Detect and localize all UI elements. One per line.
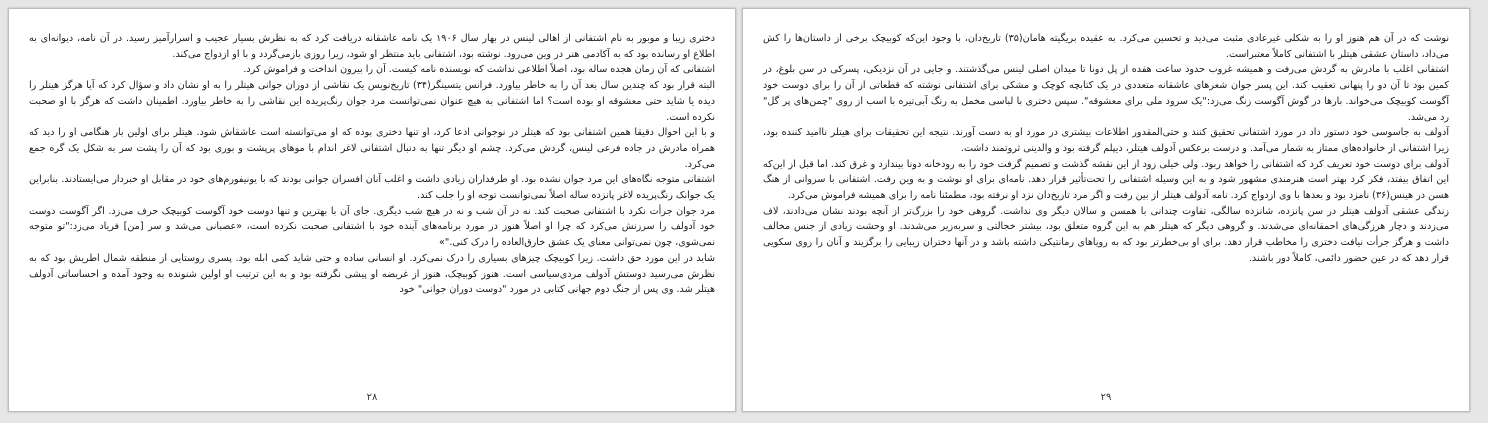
paragraph: اشتفانی اغلب با مادرش به گردش می‌رفت و همیشه غروب حدود ساعت هفده از پل دونا تا میدان اصلی لینس می‌گذشتند. و جایی در آن نزدیکی، پسرکی در سن بلوغ، در کمین بود تا آن دو را پنهانی تعقیب کند. این پسر جوان شعرهای عاشقانه متعددی در یک کتابچه کوچک و مشکی برای اشتفانی نوشته که قطعاتی از آن را برای دوست خود آگوست کوبیچک می‌خواند. بارها در گوش آگوست زنگ می‌زد:"یک سرود ملی برای معشوقه". سپس دختری با لباسی مخمل به رنگ آبی‌تیره با اسب از روی "چمن‌های پر گل" رد می‌شد.: [763, 64, 1449, 123]
left-page-text: [29, 31, 715, 298]
paragraph: اشتفانی متوجه نگاه‌های این مرد جوان نشده بود. او طرفداران زیادی داشت و اغلب آنان افسران جوانی بودند که با یونیفورم‌های خود در مقابل او خبردار می‌ایستادند. بنابراین یک جوانک رنگ‌پریده لاغر پانزده ساله اصلاً نمی‌توانست توجه او را جلب کند.: [29, 174, 715, 202]
paragraph: اشتفانی که آن زمان هجده ساله بود، اصلاً اطلاعی نداشت که نویسنده نامه کیست. آن را بیرون انداخت و فراموش کرد.: [243, 64, 715, 76]
paragraph: البته قرار بود که چندین سال بعد آن را به خاطر بیاورد. فرانس یتسینگر(۳۴) تاریخ‌نویس یک نقاشی از دوران جوانی هیتلر را به او نشان داد و سؤال کرد که آیا هرگز هیتلر را دیده یا شاید حتی معشوقه او بوده است؟ اما اشتفانی به هیچ عنوان نمی‌توانست مرد جوان رنگ‌پریده این نقاشی را به خاطر بیاورد. اطمینان داشت که هرگز با او صحبت نکرده است.: [29, 80, 716, 123]
paragraph: آدولف به جاسوسی خود دستور داد در مورد اشتفانی تحقیق کنند و حتی‌المقدور اطلاعات بیشتری در مورد او به دست آورند. نتیجه این تحقیقات برای هیتلر ناامید کننده بود، زیرا اشتفانی از خانواده‌های ممتاز به شمار می‌آمد. و درست برعکس آدولف هیتلر، دیپلم گرفته بود و والدینی ثروتمند داشت.: [763, 127, 1449, 154]
left-page: [8, 8, 736, 412]
paragraph: و با این احوال دقیقا همین اشتفانی بود که هیتلر در نوجوانی ادعا کرد، او تنها دختری بوده که او می‌توانسته است عاشقاش شود. هیتلر برای اولین بار هنگامی او را دید که همراه مادرش در جاده فرعی لینس، گردش می‌کرد. چشم او دیگر تنها به دنبال اشتفانی لاغر اندام با موهای پرپشت و بوری بود که آن را پشت سر به شکل یک گره جمع می‌کرد.: [29, 127, 715, 170]
paragraph: نوشت که در آن هم هنوز او را به شکلی غیرعادی مثبت می‌دید و تحسین می‌کرد. به عقیده بریگیته هامان(۳۵) تاریخ‌دان، با وجود این‌که کوبیچک برخی از داستان‌ها را کش می‌داد، داستان عشقی هیتلر با اشتفانی کاملاً معتبراست.: [763, 33, 1449, 60]
paragraph: دختری زیبا و موبور به نام اشتفانی از اهالی لینس در بهار سال ۱۹۰۶ یک نامه عاشقانه دریافت کرد که به نظرش بسیار عجیب و اسرارآمیز رسید. در آن نامه، دیوانه‌ای به اطلاع او رسانده بود که به آکادمی هنر در وین می‌رود. نوشته بود، اشتفانی باید منتظر او شود، زیرا روزی بازمی‌گردد و با او ازدواج می‌کند.: [29, 33, 715, 60]
right-page-text: [763, 31, 1449, 267]
paragraph: مرد جوان جرأت نکرد با اشتفانی صحبت کند. نه در آن شب و نه در هیچ شب دیگری. جای آن با بهترین و تنها دوست خود آگوست کوبیچک حرف می‌زد. اگر آگوست دوست خود آدولف را سرزنش می‌کرد که چرا او اصلاً هنوز در مورد برنامه‌های آینده خود با اشتفانی صحبت نکرده است، «عصبانی می‌شد و سر [من] فریاد می‌زد:"تو متوجه نمی‌شوی، چون نمی‌توانی معنای یک عشق خارق‌العاده را درک کنی."»: [29, 205, 715, 249]
paragraph: آدولف برای دوست خود تعریف کرد که اشتفانی را خواهد ربود. ولی خیلی زود از این نقشه گذشت و تصمیم گرفت خود را به رودخانه دونا بیندازد و غرق کند. اما قبل از این‌که این اتفاق بیفتد، فکر کرد بهتر است هنرمندی مشهور شود و به این وسیله اشتفانی را تحت‌تأثیر قرار دهد. نامه‌ای برای او نوشت و به وین رفت. اشتفانی با سروانی از هنگ هسن در هینس(۳۶) نامزد بود و بعدها با وی ازدواج کرد. نامه آدولف هیتلر از بین رفت و اگر مرد تاریخ‌دان نزد او نرفته بود، مطمئنا نامه را برای همیشه فراموش می‌کرد.: [763, 158, 1449, 202]
right-page: [742, 8, 1470, 412]
paragraph: شاید در این مورد حق داشت. زیرا کوبیچک چیزهای بسیاری را درک نمی‌کرد. او انسانی ساده و حتی شاید کمی ابله بود. پسری روستایی از منطقه شمال اطریش بود که به نظرش می‌رسید دوستش آدولف مردی‌سیاسی است. هنوز کوبیچک، هنوز از غریضه او پیشی نگرفته بود و به این ترتیب او اولین شنونده به وجود آمده و احساساتی آدولف هیتلر شد. وی پس از جنگ دوم جهانی کتابی در مورد "دوست دوران جوانی" خود: [29, 252, 715, 296]
page-number: ۲۸: [366, 392, 378, 403]
page-number: ۲۹: [1100, 392, 1112, 403]
paragraph: زندگی عشقی آدولف هیتلر در سن پانزده، شانزده سالگی، تفاوت چندانی با همسن و سالان دیگر وی نداشت. گروهی خود را بزرگ‌تر از آنچه بودند نشان می‌دادند، لاف می‌زدند و دچار هرزگی‌های احمقانه‌ای می‌شدند. و گروهی دیگر که هیتلر هم به این گروه متعلق بود، بیشتر خجالتی و سربه‌زیر می‌شدند. او وحشت زیادی از جنس مخالف داشت و هرگز جرأت نیافت دختری را مخاطب قرار دهد. برای او بی‌خطرتر بود که به رویاهای رمانتیکی داشته باشد و در آنها دختران زیبایی را برگزیند و آنان را روی سکویی قرار دهد که در عین حضور دائمی، کاملاً دور باشند.: [763, 205, 1449, 264]
